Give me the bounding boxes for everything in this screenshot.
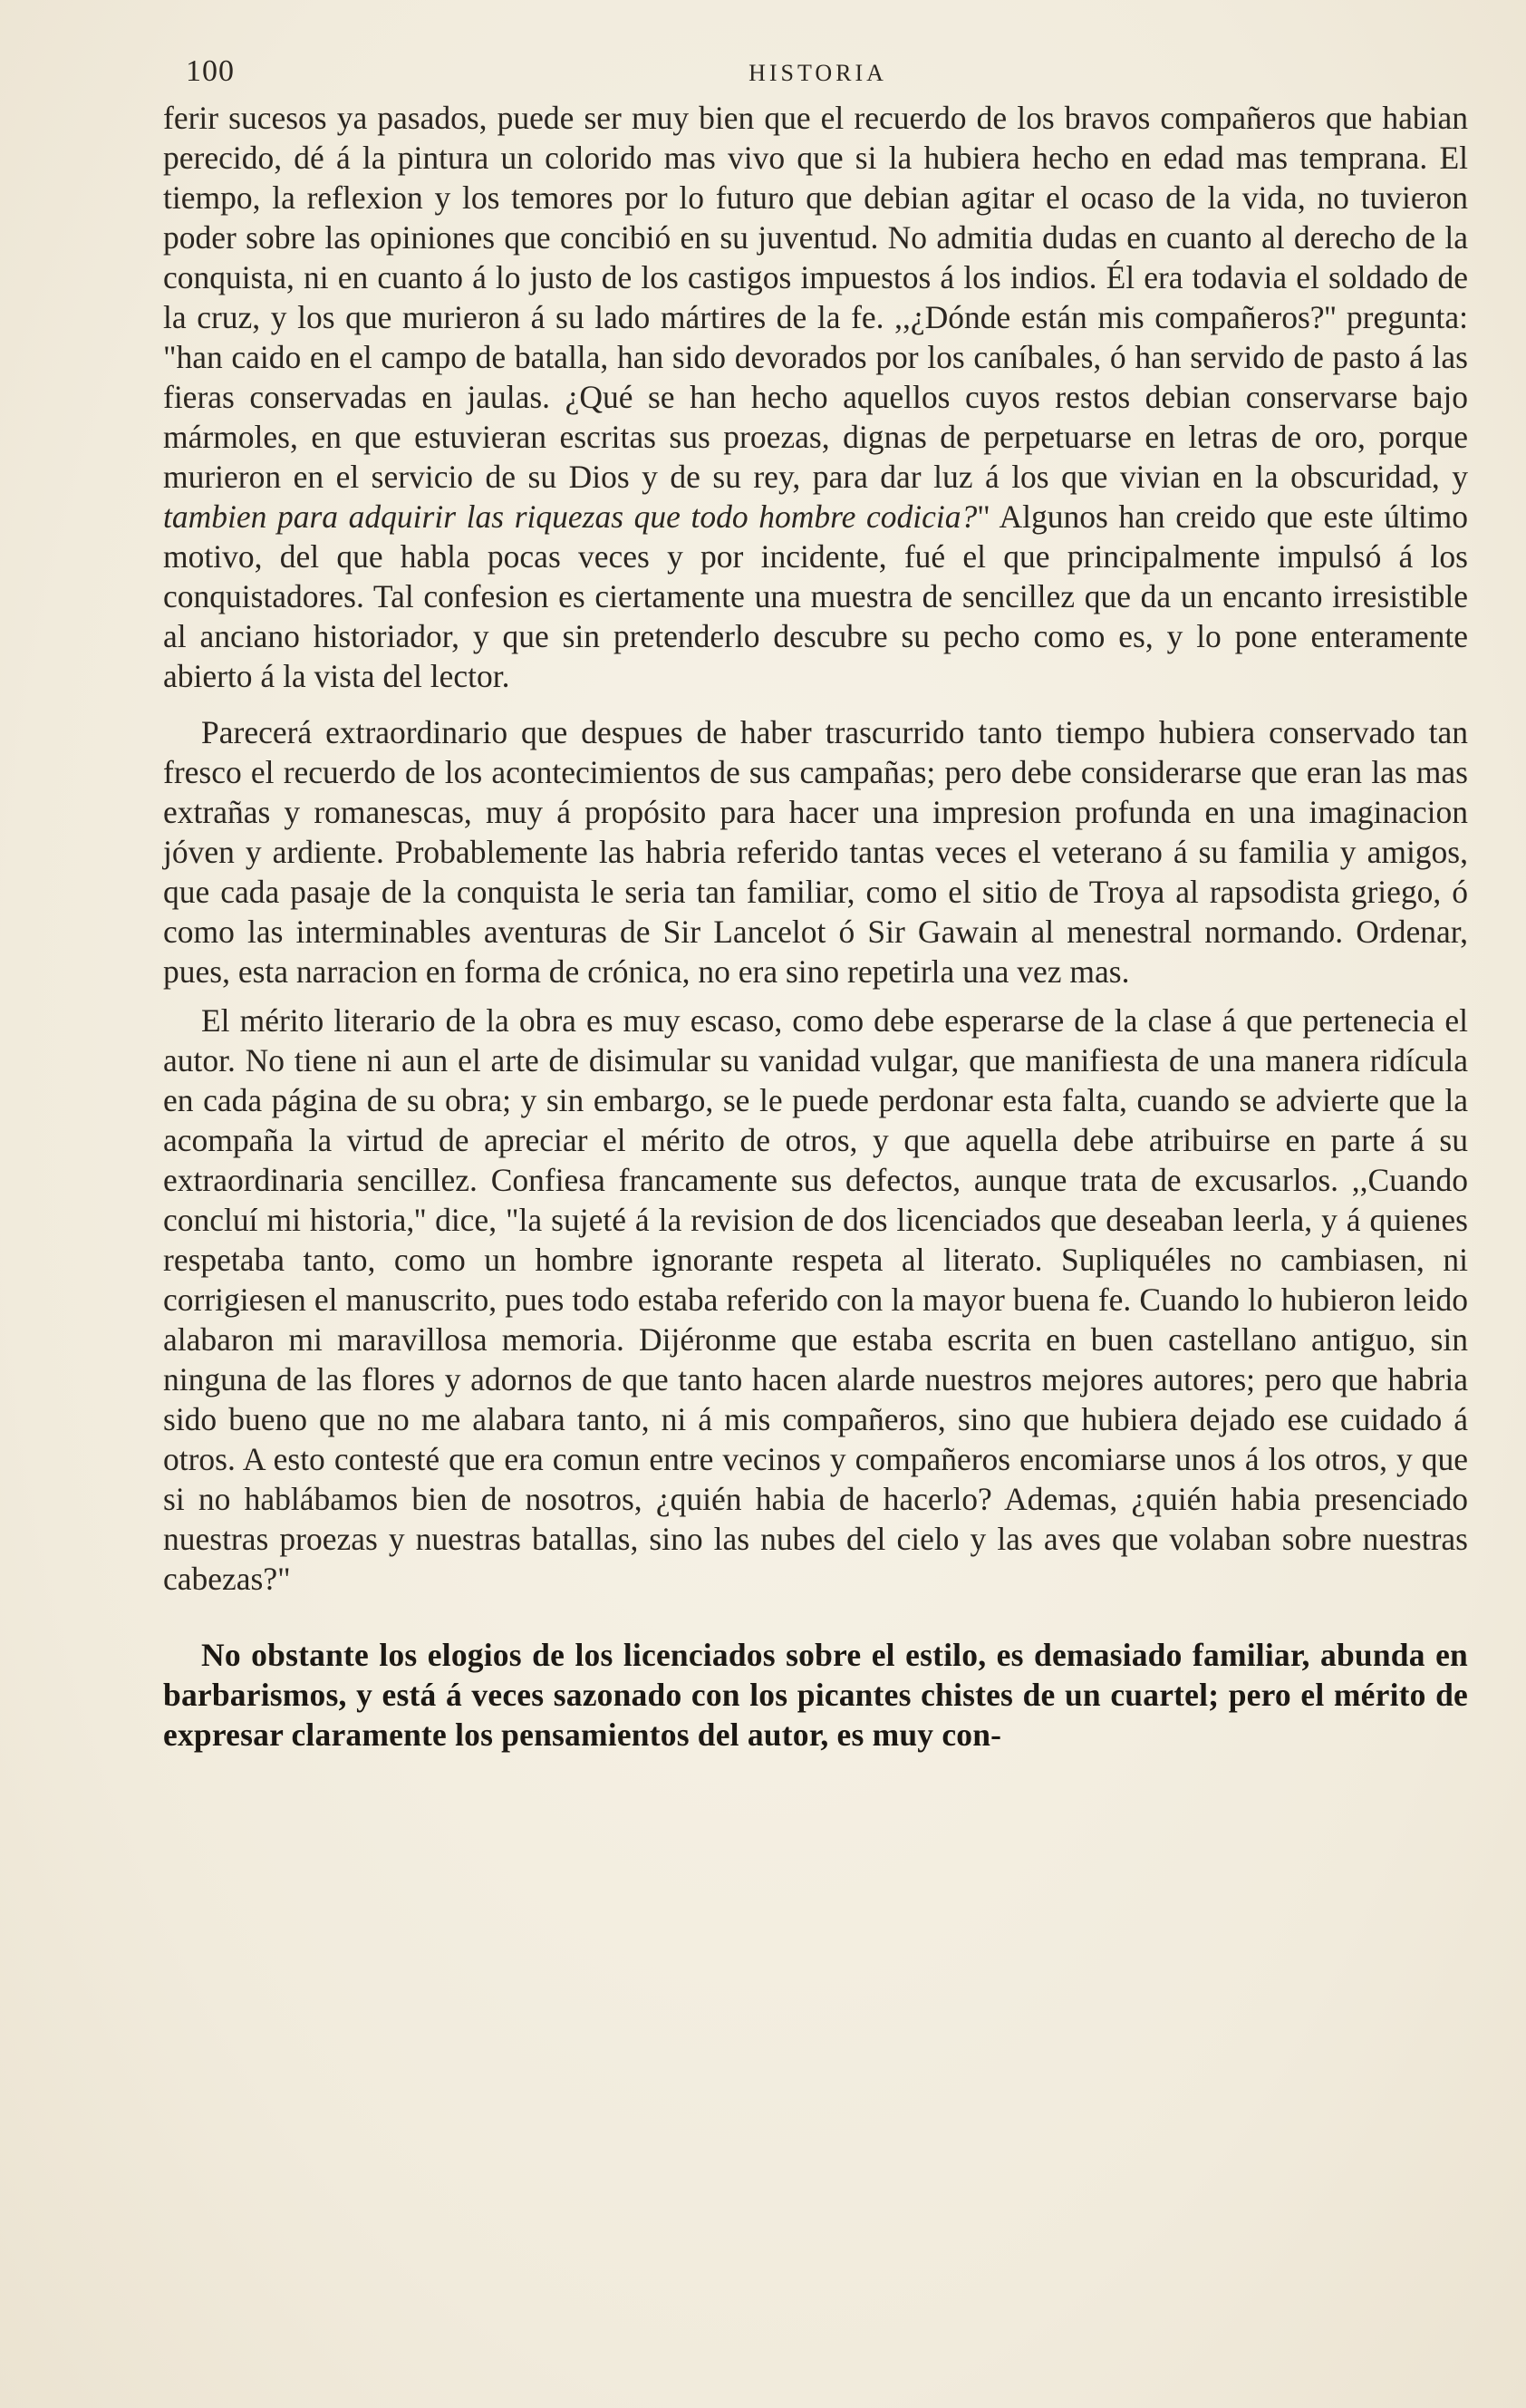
paragraph-4 (163, 1635, 1468, 1755)
paragraph-1-text-b: " Algunos han creido que este último motivo, del que habla pocas veces y por incidente, fué el que principalmente impulsó á los conquistadores. Tal confesion es ciertamente una muestra de sencillez que da un encanto irresistible al anciano historiador, y que sin pretenderlo descubre su pecho como es, y lo pone enteramente abierto á la vista del lector. (163, 498, 1468, 694)
page-header (186, 54, 1450, 100)
paragraph-1-italic-quote: tambien para adquirir las riquezas que todo hombre codicia? (163, 498, 978, 535)
paragraph-3 (163, 1001, 1468, 1599)
running-head: HISTORIA (749, 60, 887, 86)
page-number: 100 (186, 54, 235, 88)
paragraph-1-text-a: ferir sucesos ya pasados, puede ser muy bien que el recuerdo de los bravos compañeros que habian perecido, dé á la pintura un colorido mas vivo que si la hubiera hecho en edad mas temprana. El tiempo, la reflexion y los temores por lo futuro que debian agitar el ocaso de la vida, no tuvieron poder sobre las opiniones que concibió en su juventud. No admitia dudas en cuanto al derecho de la conquista, ni en cuanto á lo justo de los castigos impuestos á los indios. Él era todavia el soldado de la cruz, y los que murieron á su lado mártires de la fe. ,,¿Dónde están mis compañeros?'' pregunta: "han caido en el campo de batalla, han sido devorados por los caníbales, ó han servido de pasto á las fieras conservadas en jaulas. ¿Qué se han hecho aquellos cuyos restos debian conservarse bajo mármoles, en que estuvieran escritas sus proezas, dignas de perpetuarse en letras de oro, porque murieron en el servicio de su Dios y de su rey, para dar luz á los que vivian en la obscuridad, y (163, 100, 1468, 495)
paragraph-2 (163, 712, 1468, 991)
paragraph-1 (163, 98, 1468, 696)
body-text (163, 98, 1468, 1755)
paragraph-2-text: Parecerá extraordinario que despues de haber trascurrido tanto tiempo hubiera conservado tan fresco el recuerdo de los acontecimientos de sus campañas; pero debe considerarse que eran las mas extrañas y romanescas, muy á propósito para hacer una impresion profunda en una imaginacion jóven y ardiente. Probablemente las habria referido tantas veces el veterano á su familia y amigos, que cada pasaje de la conquista le seria tan familiar, como el sitio de Troya al rapsodista griego, ó como las interminables aventuras de Sir Lancelot ó Sir Gawain al menestral normando. Ordenar, pues, esta narracion en forma de crónica, no era sino repetirla una vez mas. (163, 714, 1468, 990)
paragraph-4-text: No obstante los elogios de los licenciados sobre el estilo, es demasiado familiar, abunda en barbarismos, y está á veces sazonado con los picantes chistes de un cuartel; pero el mérito de expresar claramente los pensamientos del autor, es muy con- (163, 1637, 1468, 1753)
paragraph-3-text: El mérito literario de la obra es muy escaso, como debe esperarse de la clase á que pertenecia el autor. No tiene ni aun el arte de disimular su vanidad vulgar, que manifiesta de una manera ridícula en cada página de su obra; y sin embargo, se le puede perdonar esta falta, cuando se advierte que la acompaña la virtud de apreciar el mérito de otros, y que aquella debe atribuirse en parte á su extraordinaria sencillez. Confiesa francamente sus defectos, aunque trata de excusarlos. ,,Cuando concluí mi historia,'' dice, "la sujeté á la revision de dos licenciados que deseaban leerla, y á quienes respetaba tanto, como un hombre ignorante respeta al literato. Supliquéles no cambiasen, ni corrigiesen el manuscrito, pues todo estaba referido con la mayor buena fe. Cuando lo hubieron leido alabaron mi maravillosa memoria. Dijéronme que estaba escrita en buen castellano antiguo, sin ninguna de las flores y adornos de que tanto hacen alarde nuestros mejores autores; pero que habria sido bueno que no me alabara tanto, ni á mis compañeros, sino que hubiera dejado ese cuidado á otros. A esto contesté que era comun entre vecinos y compañeros encomiarse unos á los otros, y que si no hablábamos bien de nosotros, ¿quién habia de hacerlo? Ademas, ¿quién habia presenciado nuestras proezas y nuestras batallas, sino las nubes del cielo y las aves que volaban sobre nuestras cabezas?" (163, 1002, 1468, 1597)
